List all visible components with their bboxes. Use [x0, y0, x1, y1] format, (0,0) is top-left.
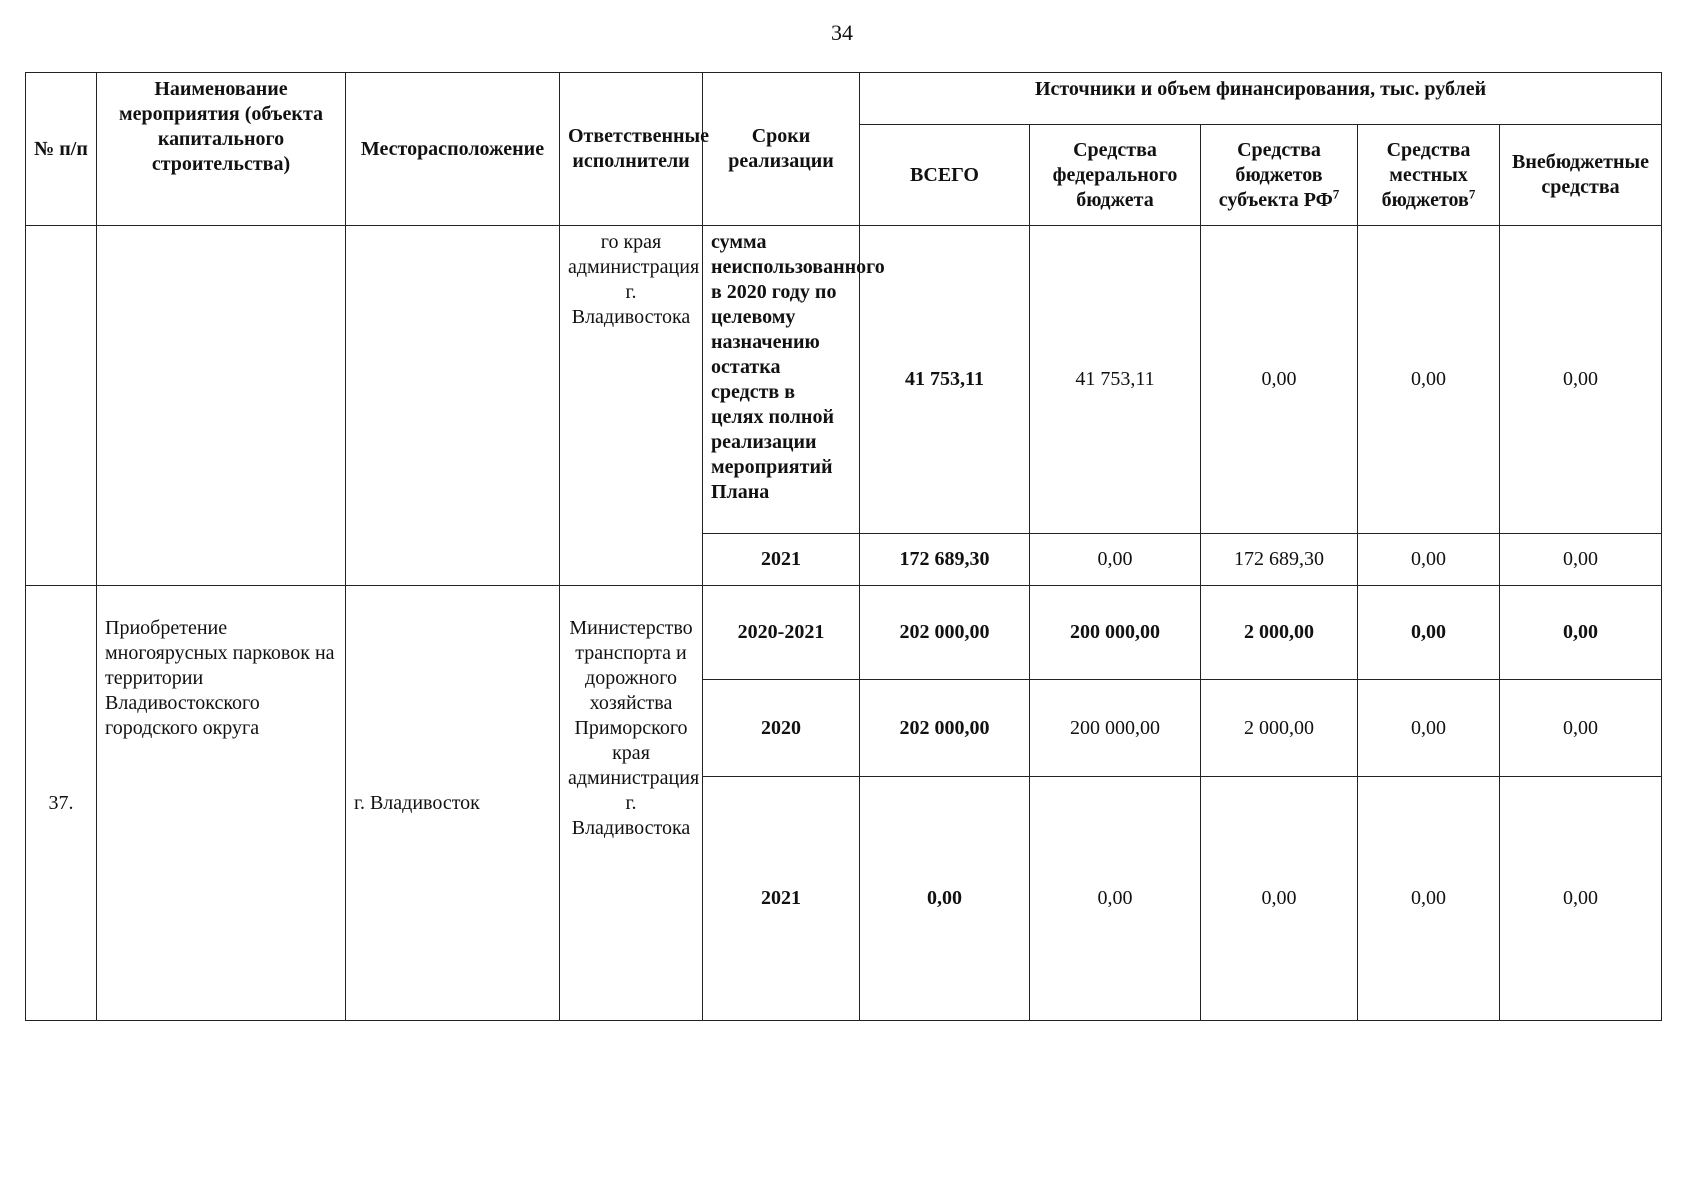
total-cell: 202 000,00: [860, 680, 1030, 777]
header-executors: Ответственные исполнители: [560, 73, 703, 226]
offbudget-cell: 0,00: [1500, 534, 1662, 586]
offbudget-cell: 0,00: [1500, 680, 1662, 777]
term-cell: 2021: [703, 777, 860, 1021]
offbudget-cell: 0,00: [1500, 586, 1662, 680]
header-total: ВСЕГО: [860, 125, 1030, 226]
header-num: № п/п: [26, 73, 97, 226]
regional-cell: 0,00: [1201, 226, 1358, 534]
footnote-mark: 7: [1332, 185, 1340, 201]
measure-executors: Министерство транспорта и дорожного хозяйства Приморского края администрация г. Владивостока: [560, 586, 703, 1021]
regional-cell: 0,00: [1201, 777, 1358, 1021]
local-cell: 0,00: [1358, 534, 1500, 586]
header-local-label: Средства местных бюджетов: [1381, 138, 1471, 211]
term-cell: 2021: [703, 534, 860, 586]
continued-name-cell: [97, 226, 346, 586]
regional-cell: 2 000,00: [1201, 586, 1358, 680]
header-regional: [1201, 125, 1358, 226]
federal-cell: 41 753,11: [1030, 226, 1201, 534]
term-cell: 2020-2021: [703, 586, 860, 680]
local-cell: 0,00: [1358, 680, 1500, 777]
term-cell: сумма неиспользованного в 2020 году по целевому назначению остатка средств в целях полной реализации мероприятий Плана: [703, 226, 860, 534]
federal-cell: 0,00: [1030, 534, 1201, 586]
header-local: [1358, 125, 1500, 226]
continued-num-cell: [26, 226, 97, 586]
row-number: 37.: [26, 586, 97, 1021]
federal-cell: 0,00: [1030, 777, 1201, 1021]
measure-name: Приобретение многоярусных парковок на территории Владивостокского городского округа: [97, 586, 346, 1021]
footnote-mark: 7: [1468, 185, 1476, 201]
funding-table: [25, 72, 1662, 1021]
local-cell: 0,00: [1358, 777, 1500, 1021]
table-row: [26, 226, 1662, 534]
regional-cell: 2 000,00: [1201, 680, 1358, 777]
offbudget-cell: 0,00: [1500, 226, 1662, 534]
continued-executors: го края администрация г. Владивостока: [560, 226, 703, 586]
term-cell: 2020: [703, 680, 860, 777]
header-regional-label: Средства бюджетов субъекта РФ: [1218, 138, 1333, 211]
federal-cell: 200 000,00: [1030, 586, 1201, 680]
measure-location: г. Владивосток: [346, 586, 560, 1021]
table-row: [26, 586, 1662, 680]
header-terms: Сроки реализации: [703, 73, 860, 226]
federal-cell: 200 000,00: [1030, 680, 1201, 777]
regional-cell: 172 689,30: [1201, 534, 1358, 586]
total-cell: 41 753,11: [860, 226, 1030, 534]
total-cell: 0,00: [860, 777, 1030, 1021]
local-cell: 0,00: [1358, 586, 1500, 680]
header-offbudget: Внебюджетные средства: [1500, 125, 1662, 226]
header-funding-group: Источники и объем финансирования, тыс. рублей: [860, 73, 1662, 125]
total-cell: 202 000,00: [860, 586, 1030, 680]
page-number: 34: [831, 20, 853, 45]
offbudget-cell: 0,00: [1500, 777, 1662, 1021]
continued-location-cell: [346, 226, 560, 586]
header-name: Наименование мероприятия (объекта капитального строительства): [97, 73, 346, 226]
local-cell: 0,00: [1358, 226, 1500, 534]
total-cell: 172 689,30: [860, 534, 1030, 586]
header-federal: Средства федерального бюджета: [1030, 125, 1201, 226]
header-location: Месторасположение: [346, 73, 560, 226]
